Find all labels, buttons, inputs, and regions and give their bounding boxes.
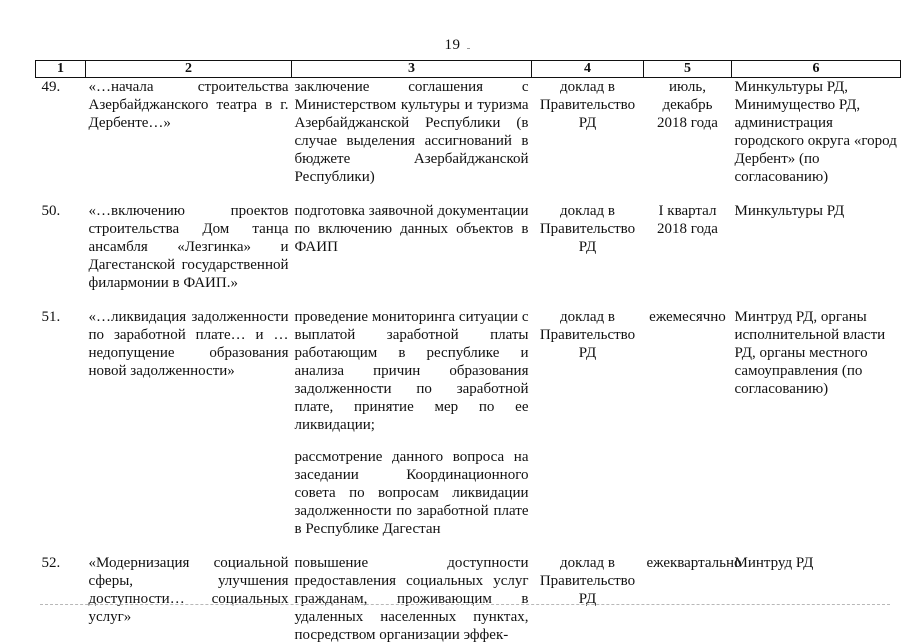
column-header: 2 <box>86 61 292 78</box>
executor-cell: Минкультуры РД <box>734 203 845 219</box>
mechanism-text: повышение доступности предоставления социальных услуг гражданам, проживающим в удаленных населенных пунктах, посредством организации эффек- <box>294 555 529 643</box>
mechanism-cell <box>292 202 532 308</box>
mechanism-text: подготовка заявочной документации по включению данных объектов в ФАИП <box>294 203 529 255</box>
table-row <box>36 78 901 203</box>
plan-table <box>35 60 901 644</box>
mechanism-text: заключение соглашения с Министерством культуры и туризма Азербайджанской Республики (в случае выделения ассигнований в бюджете Азербайджанской Республики) <box>294 79 529 185</box>
row-number: 49. <box>41 79 61 95</box>
report-form-cell: доклад в Правительство РД <box>539 555 636 607</box>
row-number: 50. <box>41 203 61 219</box>
mechanism-cell <box>292 308 532 554</box>
event-cell: «…ликвидация задолженности по заработной плате… и …недопущение образования новой задолженности» <box>88 309 289 379</box>
event-cell: «…включению проектов строительства Дом танца ансамбля «Лезгинка» и Дагестанской государственной филармонии в ФАИП.» <box>88 203 289 291</box>
executor-cell: Минтруд РД <box>734 555 814 571</box>
mechanism-text: проведение мониторинга ситуации с выплатой заработной платы работающим в республике и анализа причин образования задолженности по заработной плате, принятие мер по ее ликвидации; <box>294 309 529 433</box>
executor-cell: Минтруд РД, органы исполнительной власти РД, органы местного самоуправления (по согласованию) <box>734 309 886 397</box>
table-row <box>36 202 901 308</box>
term-cell: ежемесячно <box>649 309 726 325</box>
report-form-cell: доклад в Правительство РД <box>539 309 636 361</box>
row-number: 51. <box>41 309 61 325</box>
column-header: 1 <box>36 61 86 78</box>
table-row <box>36 554 901 644</box>
column-header: 3 <box>292 61 532 78</box>
page-number: 19 <box>444 37 461 53</box>
column-header: 6 <box>732 61 901 78</box>
term-cell: ежеквартально <box>646 555 742 571</box>
table-row <box>36 308 901 554</box>
column-header: 5 <box>644 61 732 78</box>
mechanism-cell <box>292 554 532 644</box>
event-cell: «…начала строительства Азербайджанского театра в г. Дербенте…» <box>88 79 289 131</box>
report-form-cell: доклад в Правительство РД <box>539 79 636 131</box>
row-number: 52. <box>41 555 61 571</box>
report-form-cell: доклад в Правительство РД <box>539 203 636 255</box>
scan-artifact-line <box>40 604 890 605</box>
column-header: 4 <box>532 61 644 78</box>
executor-cell: Минкультуры РД, Минимущество РД, администрация городского округа «город Дербент» (по согласованию) <box>734 79 897 185</box>
event-cell: «Модернизация социальной сферы, улучшения доступности… социальных услуг» <box>88 555 289 625</box>
table-header-row <box>36 61 901 78</box>
mechanism-cell <box>292 78 532 203</box>
term-cell: июль, декабрь 2018 года <box>657 79 718 131</box>
mechanism-text: рассмотрение данного вопроса на заседании Координационного совета по вопросам ликвидации задолженности по заработной плате в Республике Дагестан <box>294 449 529 537</box>
scan-mark <box>467 48 470 49</box>
term-cell: I квартал 2018 года <box>657 203 718 237</box>
